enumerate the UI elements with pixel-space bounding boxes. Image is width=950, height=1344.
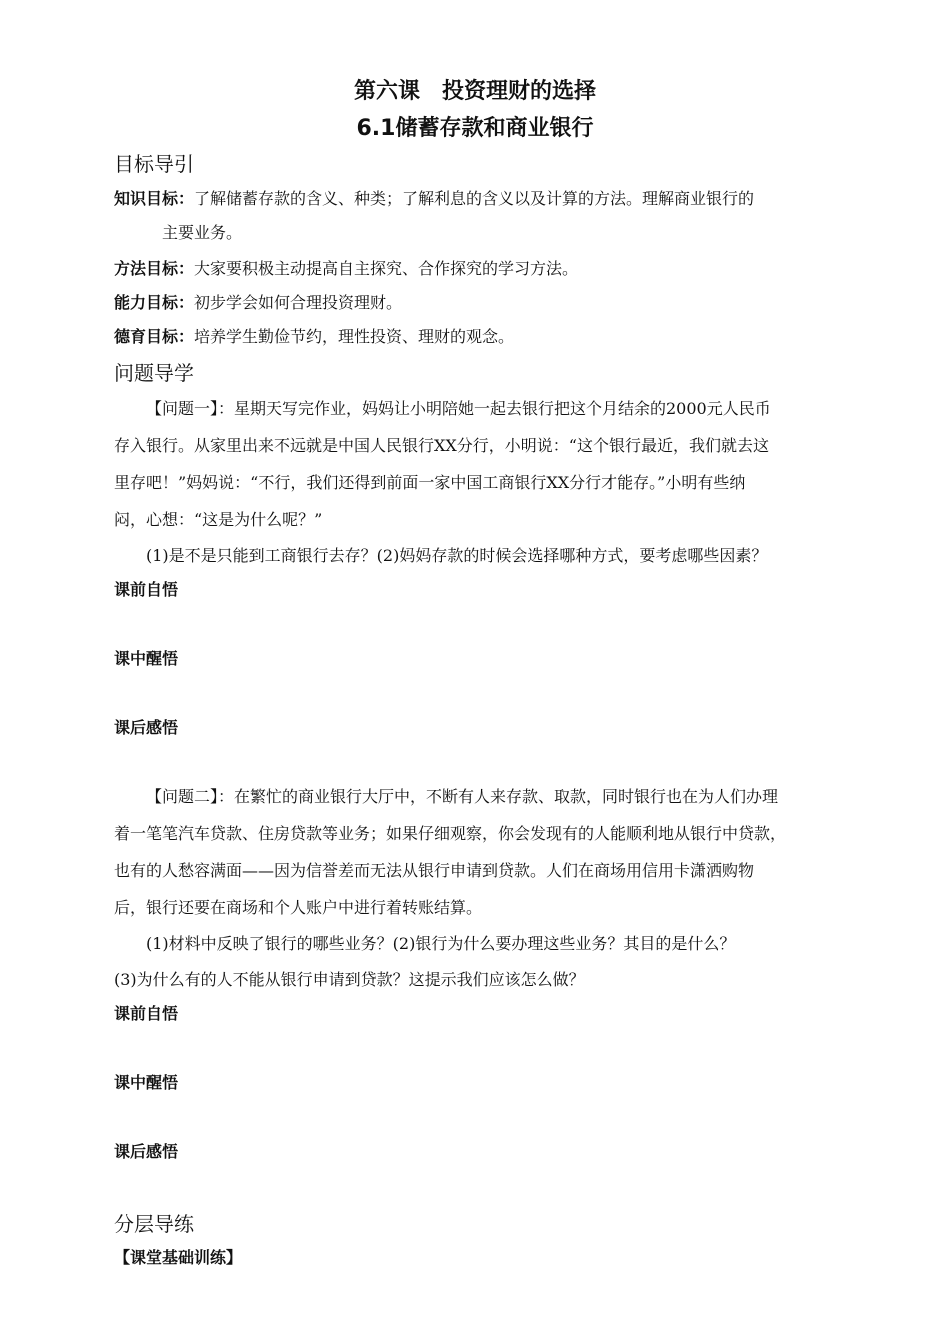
lesson-title: 第六课 投资理财的选择 [353,79,596,104]
q1-line: 【问题一】：星期天写完作业，妈妈让小明陪她一起去银行把这个月结余的2000元人民币 [146,399,771,418]
reflect-before-label: 课前自悟 [114,580,179,599]
reflect-after-label: 课后感悟 [114,718,179,737]
section-title: 6.1储蓄存款和商业银行 [356,116,594,141]
q1-line: 闷，心想：“这是为什么呢？” [114,510,323,529]
ability-goal [114,290,894,313]
q2-line: 【问题二】：在繁忙的商业银行大厅中，不断有人来存款、取款，同时银行也在为人们办理 [146,787,779,806]
ability-goal-text: 初步学会如何合理投资理财。 [194,293,403,312]
goals-heading: 目标导引 [114,152,194,176]
method-goal-label: 方法目标： [114,259,195,278]
q2-line: 着一笔笔汽车贷款、住房贷款等业务；如果仔细观察，你会发现有的人能顺利地从银行中贷款， [114,824,787,843]
q1-line: 存入银行。从家里出来不远就是中国人民银行XX分行，小明说：“这个银行最近，我们就去这 [114,436,769,455]
moral-goal-label: 德育目标： [114,327,195,346]
reflect-after-label-2: 课后感悟 [114,1142,179,1161]
method-goal [114,256,894,279]
reflect-during-label: 课中醒悟 [114,649,179,668]
reflect-during-label-2: 课中醒悟 [114,1073,179,1092]
basic-training-label: 【课堂基础训练】 [114,1248,243,1267]
q2-line: 后，银行还要在商场和个人账户中进行着转账结算。 [114,898,483,917]
moral-goal-text: 培养学生勤俭节约，理性投资、理财的观念。 [194,327,515,346]
knowledge-goal-cont: 主要业务。 [162,223,243,242]
q2-line: 也有的人愁容满面——因为信誉差而无法从银行申请到贷款。人们在商场用信用卡潇洒购物 [114,861,755,880]
ability-goal-label: 能力目标： [114,293,195,312]
q2-subquestions: (1)材料中反映了银行的哪些业务？(2)银行为什么要办理这些业务？其目的是什么？ [146,934,736,953]
questions-heading: 问题导学 [114,361,194,385]
moral-goal [114,324,894,347]
q2-subquestions-cont: (3)为什么有的人不能从银行申请到贷款？这提示我们应该怎么做？ [114,970,585,989]
q1-subquestions: (1)是不是只能到工商银行去存？(2)妈妈存款的时候会选择哪种方式，要考虑哪些因素？ [146,546,768,565]
reflect-before-label-2: 课前自悟 [114,1004,179,1023]
knowledge-goal-label: 知识目标： [114,189,195,208]
method-goal-text: 大家要积极主动提高自主探究、合作探究的学习方法。 [194,259,579,278]
practice-heading: 分层导练 [114,1212,194,1236]
knowledge-goal [114,186,894,209]
q1-line: 里存吧！”妈妈说：“不行，我们还得到前面一家中国工商银行XX分行才能存。”小明有些纳 [114,473,746,492]
knowledge-goal-text: 了解储蓄存款的含义、种类；了解利息的含义以及计算的方法。理解商业银行的 [194,189,755,208]
